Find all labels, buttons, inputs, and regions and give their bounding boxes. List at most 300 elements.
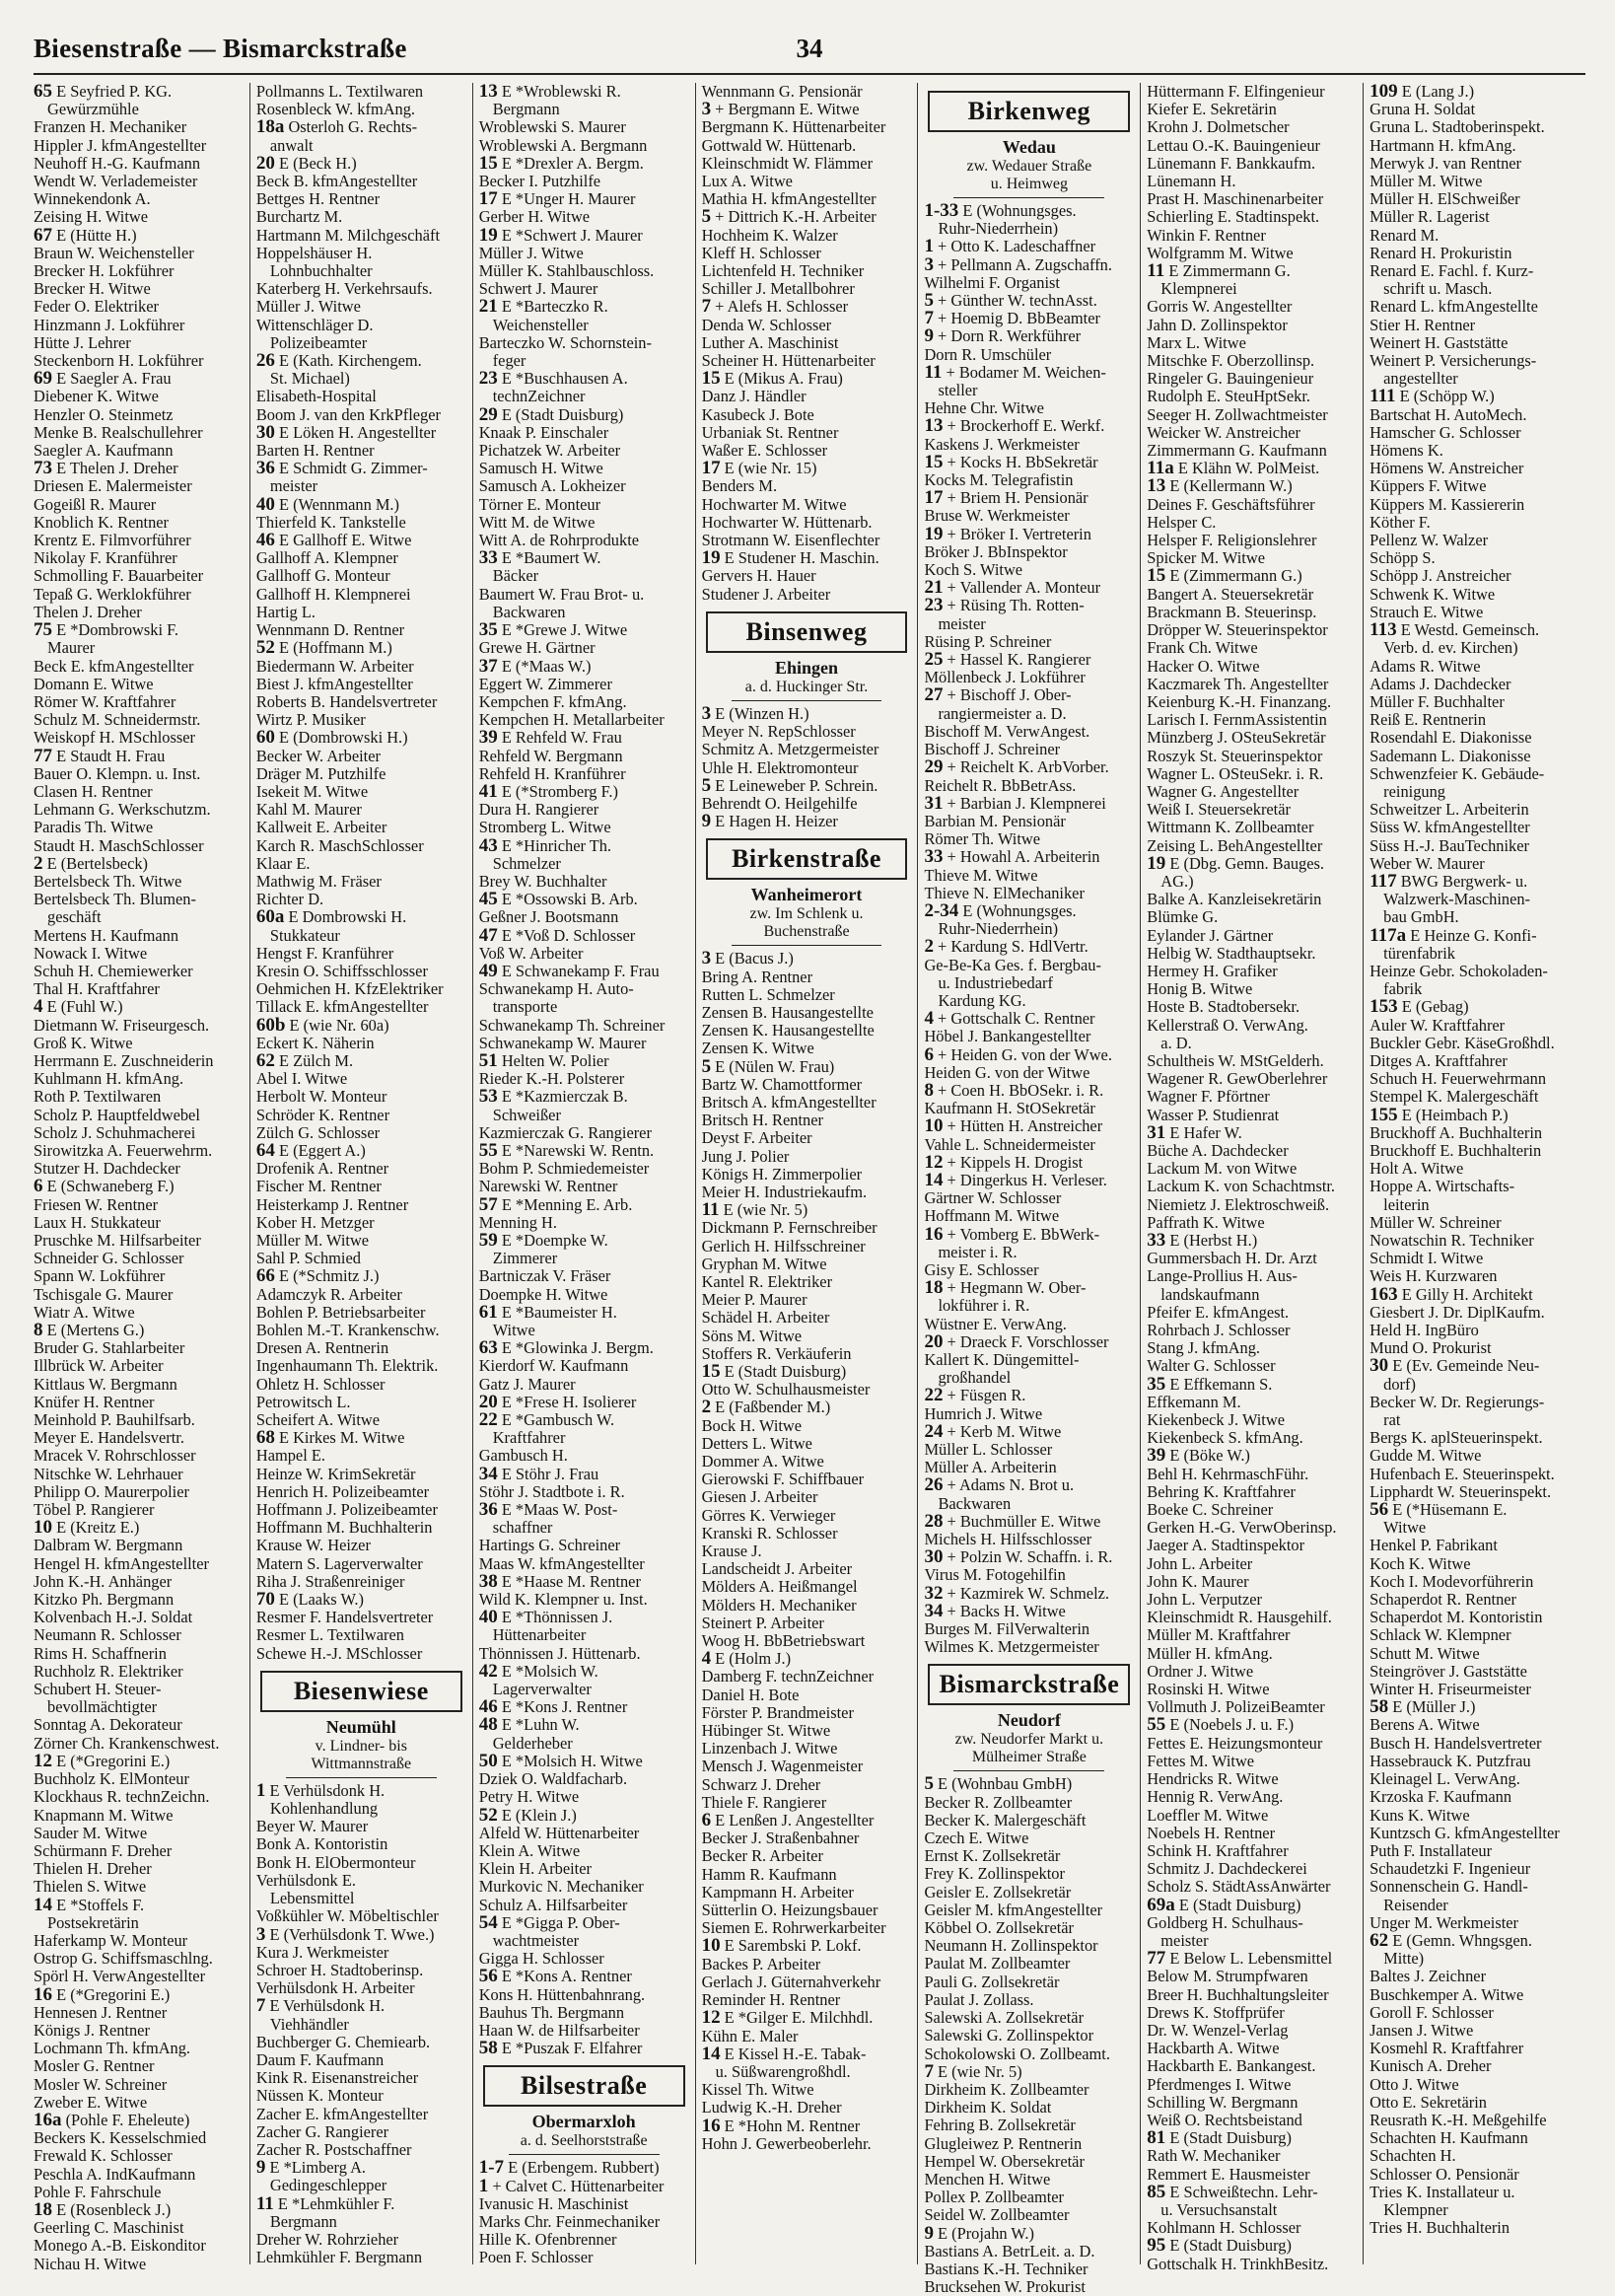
directory-entry: Ohletz H. Schlosser bbox=[255, 1374, 386, 1394]
directory-entry: 14 + Dingerkus H. Verleser. bbox=[924, 1169, 1107, 1190]
house-number: 11 bbox=[1147, 260, 1165, 282]
directory-entry: Danz J. Händler bbox=[701, 387, 807, 406]
directory-entry: Bastians K.-H. Techniker bbox=[924, 2259, 1088, 2278]
entry-continuation: u. Industriebedarf bbox=[938, 972, 1053, 992]
directory-entry: Larisch I. FernmAssistentin bbox=[1147, 710, 1327, 730]
entry-continuation: Backwaren bbox=[492, 602, 566, 621]
directory-entry: Sahl P. Schmied bbox=[255, 1249, 361, 1268]
directory-entry: Dresen A. Rentnerin bbox=[255, 1338, 389, 1358]
directory-entry: 48 E *Luhn W. bbox=[478, 1714, 580, 1736]
directory-entry: Elisabeth-Hospital bbox=[255, 387, 377, 406]
house-number: 15 bbox=[701, 368, 721, 390]
header-rule bbox=[34, 73, 1585, 75]
directory-entry: Loeffler M. Witwe bbox=[1147, 1805, 1269, 1825]
directory-entry: 53 E *Kazmierczak B. bbox=[478, 1086, 628, 1108]
directory-entry: Wroblewski S. Maurer bbox=[478, 117, 626, 137]
directory-entry: Jahn D. Zollinspektor bbox=[1147, 315, 1288, 334]
house-number: 60a bbox=[255, 906, 285, 928]
directory-entry: Meyer E. Handelsvertr. bbox=[34, 1428, 184, 1448]
house-number: 16 bbox=[924, 1223, 944, 1245]
directory-entry: Feder O. Elektriker bbox=[34, 297, 159, 317]
directory-entry: Keienburg K.-H. Finanzang. bbox=[1147, 691, 1332, 711]
directory-entry: Zweber E. Witwe bbox=[34, 2092, 148, 2112]
directory-entry: Thal H. Kraftfahrer bbox=[34, 979, 160, 999]
directory-entry: Zacher R. Postschaffner bbox=[255, 2139, 412, 2159]
directory-entry: 41 E (*Stromberg F.) bbox=[478, 780, 618, 802]
entry-continuation: Polizeibeamter bbox=[269, 332, 368, 352]
house-number: 46 bbox=[255, 530, 275, 551]
house-number: 17 bbox=[478, 188, 498, 210]
house-number: 55 bbox=[1147, 1714, 1166, 1736]
directory-entry: Schwanekamp Th. Schreiner bbox=[478, 1015, 666, 1035]
directory-entry: 57 E *Menning E. Arb. bbox=[478, 1193, 633, 1215]
directory-entry: Hömens K. bbox=[1369, 441, 1443, 461]
directory-entry: Voßkühler W. Möbeltischler bbox=[255, 1906, 439, 1926]
directory-entry: Mertens H. Kaufmann bbox=[34, 925, 179, 945]
directory-entry: 29 + Reichelt K. ArbVorber. bbox=[924, 756, 1109, 778]
directory-entry: Humrich J. Witwe bbox=[924, 1403, 1043, 1423]
directory-entry: Biest J. kfmAngestellter bbox=[255, 674, 413, 693]
directory-entry: 15 + Kocks H. BbSekretär bbox=[924, 451, 1098, 472]
street-location-note: zw. Im Schlenk u. bbox=[749, 905, 864, 923]
house-number: 163 bbox=[1369, 1283, 1398, 1305]
directory-entry: Zeising H. Witwe bbox=[34, 207, 149, 227]
directory-entry: Gruna H. Soldat bbox=[1369, 100, 1476, 119]
directory-entry: Britsch A. kfmAngestellter bbox=[701, 1092, 877, 1112]
entry-continuation: großhandel bbox=[938, 1368, 1012, 1388]
directory-entry: 60b E (wie Nr. 60a) bbox=[255, 1014, 389, 1036]
directory-entry: Fettes M. Witwe bbox=[1147, 1751, 1255, 1770]
directory-entry: 13 E (Kellermann W.) bbox=[1147, 475, 1293, 497]
directory-entry: Wilmes K. Metzgermeister bbox=[924, 1637, 1099, 1657]
house-number: 2-34 bbox=[924, 899, 959, 921]
house-number: 10 bbox=[34, 1517, 52, 1539]
house-number: 53 bbox=[478, 1086, 498, 1108]
directory-entry: Königs H. Zimmerpolier bbox=[701, 1164, 863, 1184]
house-number: 11a bbox=[1147, 458, 1174, 479]
directory-entry: 40 E *Thönnissen J. bbox=[478, 1607, 613, 1628]
house-number: 55 bbox=[478, 1139, 498, 1161]
house-number: 61 bbox=[478, 1301, 498, 1323]
directory-entry: Neumann H. Zollinspektor bbox=[924, 1936, 1098, 1956]
directory-entry: Schöpp J. Anstreicher bbox=[1369, 566, 1511, 586]
house-number: 56 bbox=[478, 1966, 498, 1987]
directory-entry: 7 + Hoemig D. BbBeamter bbox=[924, 308, 1100, 329]
house-number: 15 bbox=[478, 152, 498, 174]
section-rule bbox=[286, 1777, 437, 1778]
directory-entry: Scheiner H. Hüttenarbeiter bbox=[701, 351, 876, 371]
house-number: 3 bbox=[701, 948, 712, 969]
directory-entry: Grewe H. Gärtner bbox=[478, 638, 596, 658]
directory-entry: Gisy E. Schlosser bbox=[924, 1259, 1039, 1279]
directory-entry: Koch I. Modevorführerin bbox=[1369, 1571, 1534, 1591]
section-rule bbox=[732, 700, 882, 701]
directory-entry: Hoppelshäuser H. bbox=[255, 243, 373, 262]
directory-entry: 60a E Dombrowski H. bbox=[255, 906, 407, 928]
directory-entry: 11 E *Lehmkühler F. bbox=[255, 2192, 395, 2214]
directory-entry: Römer W. Kraftfahrer bbox=[34, 691, 176, 711]
directory-entry: Barten H. Rentner bbox=[255, 441, 375, 461]
house-number: 29 bbox=[478, 403, 498, 425]
house-number: 69 bbox=[34, 368, 52, 390]
house-number: 33 bbox=[1147, 1230, 1166, 1251]
directory-entry: Damberg F. technZeichner bbox=[701, 1667, 875, 1686]
directory-entry: Klockhaus R. technZeichn. bbox=[34, 1787, 210, 1807]
house-number: 5 bbox=[924, 1773, 934, 1795]
directory-entry: Petry H. Witwe bbox=[478, 1787, 580, 1807]
directory-entry: Stöhr J. Stadtbote i. R. bbox=[478, 1481, 625, 1501]
directory-entry: Stang J. kfmAng. bbox=[1147, 1338, 1261, 1358]
directory-entry: 31 E Hafer W. bbox=[1147, 1121, 1242, 1143]
directory-entry: 27 + Bischoff J. Ober- bbox=[924, 684, 1072, 706]
directory-entry: Lux A. Witwe bbox=[701, 172, 793, 191]
directory-entry: Britsch H. Rentner bbox=[701, 1111, 823, 1130]
directory-entry: Frey K. Zollinspektor bbox=[924, 1864, 1065, 1884]
directory-entry: 155 E (Heimbach P.) bbox=[1369, 1104, 1509, 1125]
directory-entry: Dura H. Rangierer bbox=[478, 800, 599, 820]
house-number: 15 bbox=[924, 451, 944, 472]
directory-entry: 1 E Verhülsdonk H. bbox=[255, 1779, 386, 1801]
directory-entry: Wüstner E. VerwAng. bbox=[924, 1314, 1067, 1333]
directory-entry: Drews K. Stoffprüfer bbox=[1147, 2002, 1285, 2022]
directory-entry: Zörner Ch. Krankenschwest. bbox=[34, 1733, 220, 1753]
house-number: 2 bbox=[34, 852, 43, 874]
directory-entry: Staudt H. MaschSchlosser bbox=[34, 835, 204, 855]
entry-continuation: anwalt bbox=[269, 135, 314, 155]
directory-entry: Klein A. Witwe bbox=[478, 1840, 581, 1860]
entry-continuation: türenfabrik bbox=[1383, 943, 1455, 963]
directory-entry: Otto J. Witwe bbox=[1369, 2074, 1459, 2094]
directory-entry: Geerling C. Maschinist bbox=[34, 2218, 184, 2238]
directory-entry: Gottwald W. Hüttenarb. bbox=[701, 135, 857, 155]
section-rule bbox=[509, 2154, 660, 2155]
directory-entry: Pichatzek W. Arbeiter bbox=[478, 441, 621, 461]
directory-entry: Bring A. Rentner bbox=[701, 967, 813, 986]
house-number: 3 bbox=[255, 1923, 266, 1945]
directory-entry: 1-33 E (Wohnungsges. bbox=[924, 200, 1077, 221]
directory-entry: 60 E (Dombrowski H.) bbox=[255, 727, 408, 749]
directory-entry: Müller W. Schreiner bbox=[1369, 1212, 1502, 1232]
directory-entry: Schürmann F. Dreher bbox=[34, 1840, 173, 1860]
house-number: 62 bbox=[1369, 1929, 1389, 1951]
directory-entry: Voß W. Arbeiter bbox=[478, 943, 584, 963]
directory-entry: 33 E (Herbst H.) bbox=[1147, 1230, 1258, 1251]
directory-entry: 65 E Seyfried P. KG. bbox=[34, 81, 173, 102]
directory-entry: 11 E (wie Nr. 5) bbox=[701, 1199, 808, 1221]
directory-entry: 52 E (Hoffmann M.) bbox=[255, 637, 392, 659]
directory-entry: Benders M. bbox=[701, 476, 778, 496]
directory-entry: Kiekenbeck J. Witwe bbox=[1147, 1410, 1285, 1430]
street-heading: Bismarckstraße bbox=[928, 1664, 1130, 1705]
directory-entry: Ingenhaumann Th. Elektrik. bbox=[255, 1356, 439, 1376]
directory-entry: 59 E *Doempke W. bbox=[478, 1230, 608, 1251]
entry-continuation: Backwaren bbox=[938, 1493, 1012, 1513]
directory-entry: Vollmuth J. PolizeiBeamter bbox=[1147, 1697, 1325, 1717]
directory-entry: Krentz E. Filmvorführer bbox=[34, 531, 191, 550]
directory-entry: Nüssen K. Monteur bbox=[255, 2086, 384, 2106]
house-number: 54 bbox=[478, 1911, 498, 1933]
directory-entry: Knüfer H. Rentner bbox=[34, 1392, 155, 1411]
directory-entry: Hoste B. Stadtobersekr. bbox=[1147, 997, 1300, 1017]
directory-entry: Schweitzer L. Arbeiterin bbox=[1369, 800, 1529, 820]
directory-entry: 12 E *Gilger E. Milchhdl. bbox=[701, 2007, 874, 2029]
directory-entry: 3 + Bergmann E. Witwe bbox=[701, 99, 860, 120]
directory-entry: Wilhelmi F. Organist bbox=[924, 272, 1060, 292]
directory-entry: Hoffmann M. Buchhalterin bbox=[255, 1518, 433, 1538]
house-number: 7 bbox=[255, 1995, 266, 2017]
directory-entry: Sauder M. Witwe bbox=[34, 1823, 148, 1842]
house-number: 23 bbox=[478, 368, 498, 390]
directory-entry: Müller J. Witwe bbox=[255, 297, 361, 317]
house-number: 20 bbox=[924, 1330, 944, 1352]
directory-entry: Bohm P. Schmiedemeister bbox=[478, 1159, 650, 1179]
house-number: 7 bbox=[924, 2060, 934, 2082]
directory-entry: Hille K. Ofenbrenner bbox=[478, 2230, 617, 2250]
directory-entry: Vahle L. Schneidermeister bbox=[924, 1134, 1095, 1154]
entry-continuation: feger bbox=[492, 351, 527, 371]
directory-entry: Königs J. Rentner bbox=[34, 2020, 150, 2040]
directory-entry: Herbolt W. Monteur bbox=[255, 1087, 387, 1107]
directory-entry: Thieve M. Witwe bbox=[924, 865, 1038, 885]
directory-entry: Münzberg J. OSteuSekretär bbox=[1147, 728, 1326, 748]
directory-entry: Rehfeld H. Kranführer bbox=[478, 763, 626, 783]
house-number: 62 bbox=[255, 1049, 275, 1071]
directory-entry: Hehne Chr. Witwe bbox=[924, 398, 1044, 418]
directory-entry: Gervers H. Hauer bbox=[701, 566, 816, 586]
directory-entry: Schutt M. Witwe bbox=[1369, 1643, 1480, 1663]
directory-entry: Kuntzsch G. kfmAngestellter bbox=[1369, 1823, 1560, 1842]
directory-entry: Eggert W. Zimmerer bbox=[478, 674, 612, 693]
directory-entry: Wagener R. GewOberlehrer bbox=[1147, 1069, 1328, 1089]
directory-entry: Goroll F. Schlosser bbox=[1369, 2002, 1494, 2022]
directory-entry: Zensen K. Hausangestellte bbox=[701, 1021, 875, 1040]
directory-entry: Stromberg L. Witwe bbox=[478, 818, 611, 837]
house-number: 36 bbox=[255, 458, 275, 479]
directory-entry: Hohn J. Gewerbeoberlehr. bbox=[701, 2133, 872, 2153]
directory-entry: 5 E (Nülen W. Frau) bbox=[701, 1055, 835, 1077]
directory-entry: Köther F. bbox=[1369, 512, 1431, 532]
directory-entry: Blümke G. bbox=[1147, 907, 1219, 927]
directory-entry: 21 E *Barteczko R. bbox=[478, 296, 608, 318]
directory-entry: 16 E (*Gregorini E.) bbox=[34, 1983, 171, 2005]
directory-entry: Hochheim K. Walzer bbox=[701, 225, 838, 245]
directory-entry: Behring K. Kraftfahrer bbox=[1147, 1481, 1296, 1501]
entry-continuation: Lebensmittel bbox=[269, 1889, 355, 1908]
directory-entry: 1-7 E (Erbengem. Rubbert) bbox=[478, 2157, 660, 2179]
directory-entry: Spicker M. Witwe bbox=[1147, 548, 1265, 568]
directory-entry: Schmidt I. Witwe bbox=[1369, 1249, 1484, 1268]
house-number: 31 bbox=[924, 792, 944, 814]
directory-entry: Hendricks R. Witwe bbox=[1147, 1769, 1279, 1789]
directory-entry: Adamczyk R. Arbeiter bbox=[255, 1284, 402, 1304]
directory-entry: Helbig W. Stadthauptsekr. bbox=[1147, 943, 1316, 963]
directory-entry: Bohlen P. Betriebsarbeiter bbox=[255, 1302, 426, 1322]
directory-entry: Kleff H. Schlosser bbox=[701, 243, 821, 262]
directory-entry: Thierfeld K. Tankstelle bbox=[255, 512, 406, 532]
entry-continuation: dorf) bbox=[1383, 1374, 1416, 1394]
directory-entry: Lipphardt W. Steuerinspekt. bbox=[1369, 1481, 1552, 1501]
street-location-note: u. Heimweg bbox=[990, 176, 1068, 192]
directory-entry: Gogeißl R. Maurer bbox=[34, 494, 157, 514]
directory-entry: Roberts B. Handelsvertreter bbox=[255, 691, 438, 711]
house-number: 63 bbox=[478, 1337, 498, 1359]
directory-entry: Dalbram W. Bergmann bbox=[34, 1536, 183, 1555]
directory-entry: 55 E (Noebels J. u. F.) bbox=[1147, 1714, 1295, 1736]
directory-entry: 3 E (Winzen H.) bbox=[701, 702, 809, 724]
directory-entry: Gerlich H. Hilfsschreiner bbox=[701, 1236, 866, 1256]
directory-entry: Luther A. Maschinist bbox=[701, 332, 839, 352]
directory-entry: Kleinagel L. VerwAng. bbox=[1369, 1769, 1520, 1789]
directory-column-7 bbox=[1363, 83, 1585, 2264]
house-number: 3 bbox=[701, 702, 712, 724]
house-number: 6 bbox=[924, 1043, 934, 1065]
street-heading: Bilsestraße bbox=[483, 2065, 685, 2107]
directory-entry: Holt A. Witwe bbox=[1369, 1159, 1464, 1179]
directory-entry: Scholz P. Hauptfeldwebel bbox=[34, 1105, 200, 1124]
directory-entry: Strotmann W. Eisenflechter bbox=[701, 531, 880, 550]
directory-entry: Schiller J. Metallbohrer bbox=[701, 279, 855, 299]
directory-entry: Schilling W. Bergmann bbox=[1147, 2092, 1299, 2112]
directory-entry: Hoffmann J. Polizeibeamter bbox=[255, 1500, 438, 1520]
directory-entry: Hoppe A. Wirtschafts- bbox=[1369, 1177, 1515, 1196]
directory-entry: Thielen S. Witwe bbox=[34, 1877, 147, 1897]
directory-entry: 26 E (Kath. Kirchengem. bbox=[255, 350, 422, 372]
directory-entry: Kantel R. Elektriker bbox=[701, 1271, 833, 1291]
directory-entry: Eckert K. Näherin bbox=[255, 1033, 375, 1052]
directory-entry: 9 E Hagen H. Heizer bbox=[701, 811, 838, 832]
directory-entry: Bock H. Witwe bbox=[701, 1415, 803, 1435]
directory-entry: Pohle F. Fahrschule bbox=[34, 2182, 162, 2201]
directory-entry: 19 E (Dbg. Gemn. Bauges. bbox=[1147, 852, 1324, 874]
directory-entry: Möllenbeck J. Lokführer bbox=[924, 668, 1086, 687]
directory-entry: Weis H. Kurzwaren bbox=[1369, 1266, 1498, 1286]
directory-entry: Spann W. Lokführer bbox=[34, 1266, 166, 1286]
directory-entry: Thiele F. Rangierer bbox=[701, 1792, 827, 1812]
directory-entry: Pruschke M. Hilfsarbeiter bbox=[34, 1231, 201, 1250]
house-number: 16a bbox=[34, 2109, 62, 2130]
directory-entry: Hartmann H. kfmAng. bbox=[1369, 135, 1516, 155]
directory-entry: Mitschke F. Oberzollinsp. bbox=[1147, 351, 1315, 371]
directory-entry: Hempel W. Obersekretär bbox=[924, 2151, 1085, 2171]
directory-entry: 8 E (Mertens G.) bbox=[34, 1320, 145, 1341]
directory-entry: Schwanekamp W. Maurer bbox=[478, 1033, 647, 1052]
directory-entry: Bartz W. Chamottformer bbox=[701, 1074, 863, 1094]
house-number: 111 bbox=[1369, 386, 1396, 407]
directory-entry: Karch R. MaschSchlosser bbox=[255, 835, 424, 855]
house-number: 12 bbox=[34, 1750, 52, 1771]
directory-column-2 bbox=[249, 82, 472, 2267]
house-number: 7 bbox=[701, 296, 712, 318]
entry-continuation: Kraftfahrer bbox=[492, 1428, 566, 1448]
directory-entry: Burges M. FilVerwalterin bbox=[924, 1619, 1090, 1639]
directory-entry: Rohrbach J. Schlosser bbox=[1147, 1321, 1291, 1340]
section-rule bbox=[953, 197, 1104, 198]
directory-entry: Verhülsdonk H. Arbeiter bbox=[255, 1978, 415, 1998]
directory-entry: 37 E (*Maas W.) bbox=[478, 655, 592, 677]
house-number: 17 bbox=[924, 487, 944, 509]
directory-entry: Kohlmann H. Schlosser bbox=[1147, 2218, 1301, 2238]
directory-entry: Driesen E. Malermeister bbox=[34, 476, 192, 496]
directory-entry: 75 E *Dombrowski F. bbox=[34, 619, 178, 641]
house-number: 40 bbox=[478, 1607, 498, 1628]
house-number: 14 bbox=[701, 2043, 721, 2064]
directory-entry: Bergmann K. Hüttenarbeiter bbox=[701, 117, 886, 137]
directory-entry: Wennmann D. Rentner bbox=[255, 620, 405, 640]
house-number: 75 bbox=[34, 619, 52, 641]
directory-entry: Tries H. Buchhalterin bbox=[1369, 2218, 1510, 2238]
entry-continuation: geschäft bbox=[47, 907, 102, 927]
directory-entry: 12 + Kippels H. Drogist bbox=[924, 1151, 1084, 1173]
directory-entry: Pollmanns L. Textilwaren bbox=[255, 82, 424, 101]
house-number: 10 bbox=[924, 1115, 944, 1137]
directory-entry: 73 E Thelen J. Dreher bbox=[34, 458, 178, 479]
directory-entry: 95 E (Stadt Duisburg) bbox=[1147, 2235, 1292, 2257]
entry-continuation: Kardung KG. bbox=[938, 990, 1026, 1010]
house-number: 67 bbox=[34, 224, 52, 246]
directory-entry: Oehmichen H. KfzElektriker bbox=[255, 979, 444, 999]
directory-entry: Rims H. Schaffnerin bbox=[34, 1643, 167, 1663]
directory-entry: 20 E (Beck H.) bbox=[255, 152, 357, 174]
directory-entry: Zeising L. BehAngestellter bbox=[1147, 835, 1323, 855]
directory-entry: Eylander J. Gärtner bbox=[1147, 925, 1274, 945]
house-number: 18a bbox=[255, 116, 285, 138]
directory-entry: Weber W. Maurer bbox=[1369, 853, 1485, 873]
directory-entry: Kellerstraß O. VerwAng. bbox=[1147, 1015, 1308, 1035]
directory-entry: Brackmann B. Steuerinsp. bbox=[1147, 602, 1317, 621]
house-number: 36 bbox=[478, 1499, 498, 1521]
directory-entry: Peschla A. IndKaufmann bbox=[34, 2164, 196, 2184]
house-number: 45 bbox=[478, 889, 498, 910]
directory-entry: Kleinschmidt W. Flämmer bbox=[701, 153, 874, 173]
house-number: 3 bbox=[701, 99, 712, 120]
directory-entry: 32 + Kazmirek W. Schmelz. bbox=[924, 1582, 1109, 1604]
directory-entry: Kaskens J. Werkmeister bbox=[924, 434, 1080, 454]
directory-entry: Menchen H. Witwe bbox=[924, 2169, 1051, 2188]
directory-entry: 15 E (Mikus A. Frau) bbox=[701, 368, 843, 390]
directory-entry: 38 E *Haase M. Rentner bbox=[478, 1570, 641, 1592]
directory-entry: Schulz A. Hilfsarbeiter bbox=[478, 1895, 628, 1914]
directory-entry: Gatz J. Maurer bbox=[478, 1374, 576, 1394]
directory-entry: Lünemann H. bbox=[1147, 172, 1236, 191]
directory-entry: Schokolowski O. Zollbeamt. bbox=[924, 2044, 1110, 2063]
directory-entry: Brey W. Buchhalter bbox=[478, 871, 607, 891]
house-number: 4 bbox=[701, 1648, 712, 1670]
directory-entry: Schaperdot M. Kontoristin bbox=[1369, 1608, 1543, 1627]
directory-entry: Renard M. bbox=[1369, 225, 1439, 245]
directory-entry: 6 E (Schwaneberg F.) bbox=[34, 1176, 175, 1197]
directory-entry: 5 + Günther W. technAsst. bbox=[924, 290, 1097, 312]
directory-entry: Resmer F. Handelsvertreter bbox=[255, 1608, 434, 1627]
directory-entry: Busch H. Handelsvertreter bbox=[1369, 1733, 1542, 1753]
directory-entry: Kitzko Ph. Bergmann bbox=[34, 1590, 175, 1610]
directory-entry: Kazmierczak G. Rangierer bbox=[478, 1122, 652, 1142]
directory-entry: 12 E (*Gregorini E.) bbox=[34, 1750, 171, 1771]
directory-entry: Töbel P. Rangierer bbox=[34, 1500, 155, 1520]
directory-entry: Schubert H. Steuer- bbox=[34, 1680, 162, 1699]
street-location-note: a. d. Seelhorststraße bbox=[520, 2132, 648, 2150]
directory-entry: Hütte J. Lehrer bbox=[34, 332, 131, 352]
directory-entry: Hochwarter M. Witwe bbox=[701, 494, 847, 514]
directory-entry: Reminder H. Rentner bbox=[701, 1990, 841, 2010]
directory-entry: Haferkamp W. Monteur bbox=[34, 1930, 188, 1950]
directory-entry: Brecker H. Lokführer bbox=[34, 261, 175, 281]
district-heading: Neumühl bbox=[325, 1716, 396, 1737]
directory-entry: 46 E Gallhoff E. Witwe bbox=[255, 530, 412, 551]
directory-entry: Schuh H. Chemiewerker bbox=[34, 961, 193, 980]
entry-continuation: meister bbox=[269, 476, 318, 496]
house-number: 70 bbox=[255, 1589, 275, 1611]
directory-entry: Wroblewski A. Bergmann bbox=[478, 135, 648, 155]
